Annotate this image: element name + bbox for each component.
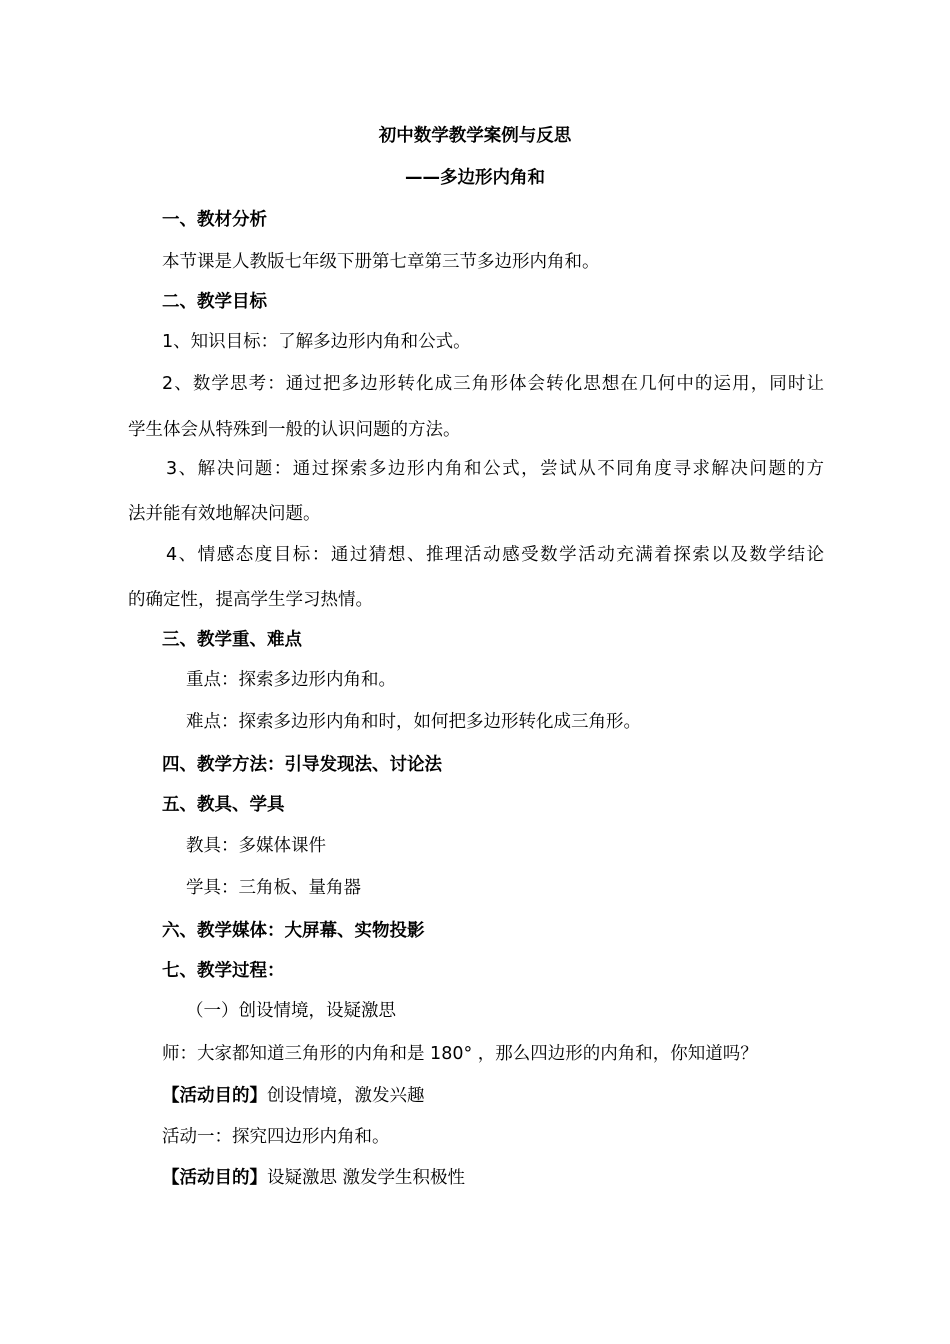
activity-purpose-text: 设疑激思 激发学生积极性 [267, 1168, 466, 1188]
goal-attitude-line1: 4、情感态度目标：通过猜想、推理活动感受数学活动充满着探索以及数学结论 [166, 545, 824, 565]
section-heading-media: 六、教学媒体：大屏幕、实物投影 [162, 921, 425, 941]
student-tools: 学具：三角板、量角器 [186, 878, 361, 898]
activity-purpose-2 [162, 1166, 465, 1190]
activity-purpose-label: 【活动目的】 [162, 1086, 267, 1106]
section-heading-tools: 五、教具、学具 [162, 795, 285, 815]
activity-purpose-text: 创设情境，激发兴趣 [267, 1086, 425, 1106]
teacher-tools: 教具：多媒体课件 [186, 836, 326, 856]
section-heading-key-points: 三、教学重、难点 [162, 630, 302, 650]
goal-solving-line1: 3、解决问题：通过探索多边形内角和公式，尝试从不同角度寻求解决问题的方 [166, 459, 824, 479]
goal-thinking-line1: 2、数学思考：通过把多边形转化成三角形体会转化思想在几何中的运用，同时让 [162, 374, 824, 394]
key-point: 重点：探索多边形内角和。 [186, 670, 396, 690]
process-subheading-1: （一）创设情境，设疑激思 [186, 1001, 396, 1021]
activity-one: 活动一：探究四边形内角和。 [162, 1127, 390, 1147]
section-heading-material: 一、教材分析 [162, 210, 267, 230]
difficult-point: 难点：探索多边形内角和时，如何把多边形转化成三角形。 [186, 712, 641, 732]
goal-knowledge: 1、知识目标：了解多边形内角和公式。 [162, 332, 471, 352]
goal-thinking-line2: 学生体会从特殊到一般的认识问题的方法。 [128, 420, 461, 440]
activity-purpose-1 [162, 1084, 425, 1108]
section-heading-goals: 二、教学目标 [162, 292, 267, 312]
teacher-question: 师：大家都知道三角形的内角和是 180° ，那么四边形的内角和，你知道吗？ [162, 1044, 758, 1064]
goal-solving-line2: 法并能有效地解决问题。 [128, 504, 321, 524]
document-subtitle: ——多边形内角和 [405, 168, 545, 188]
section-heading-methods: 四、教学方法：引导发现法、讨论法 [162, 755, 442, 775]
activity-purpose-label: 【活动目的】 [162, 1168, 267, 1188]
document-title: 初中数学教学案例与反思 [378, 126, 572, 146]
section-heading-process: 七、教学过程： [162, 961, 285, 981]
paragraph-material: 本节课是人教版七年级下册第七章第三节多边形内角和。 [162, 252, 600, 272]
goal-attitude-line2: 的确定性，提高学生学习热情。 [128, 590, 373, 610]
